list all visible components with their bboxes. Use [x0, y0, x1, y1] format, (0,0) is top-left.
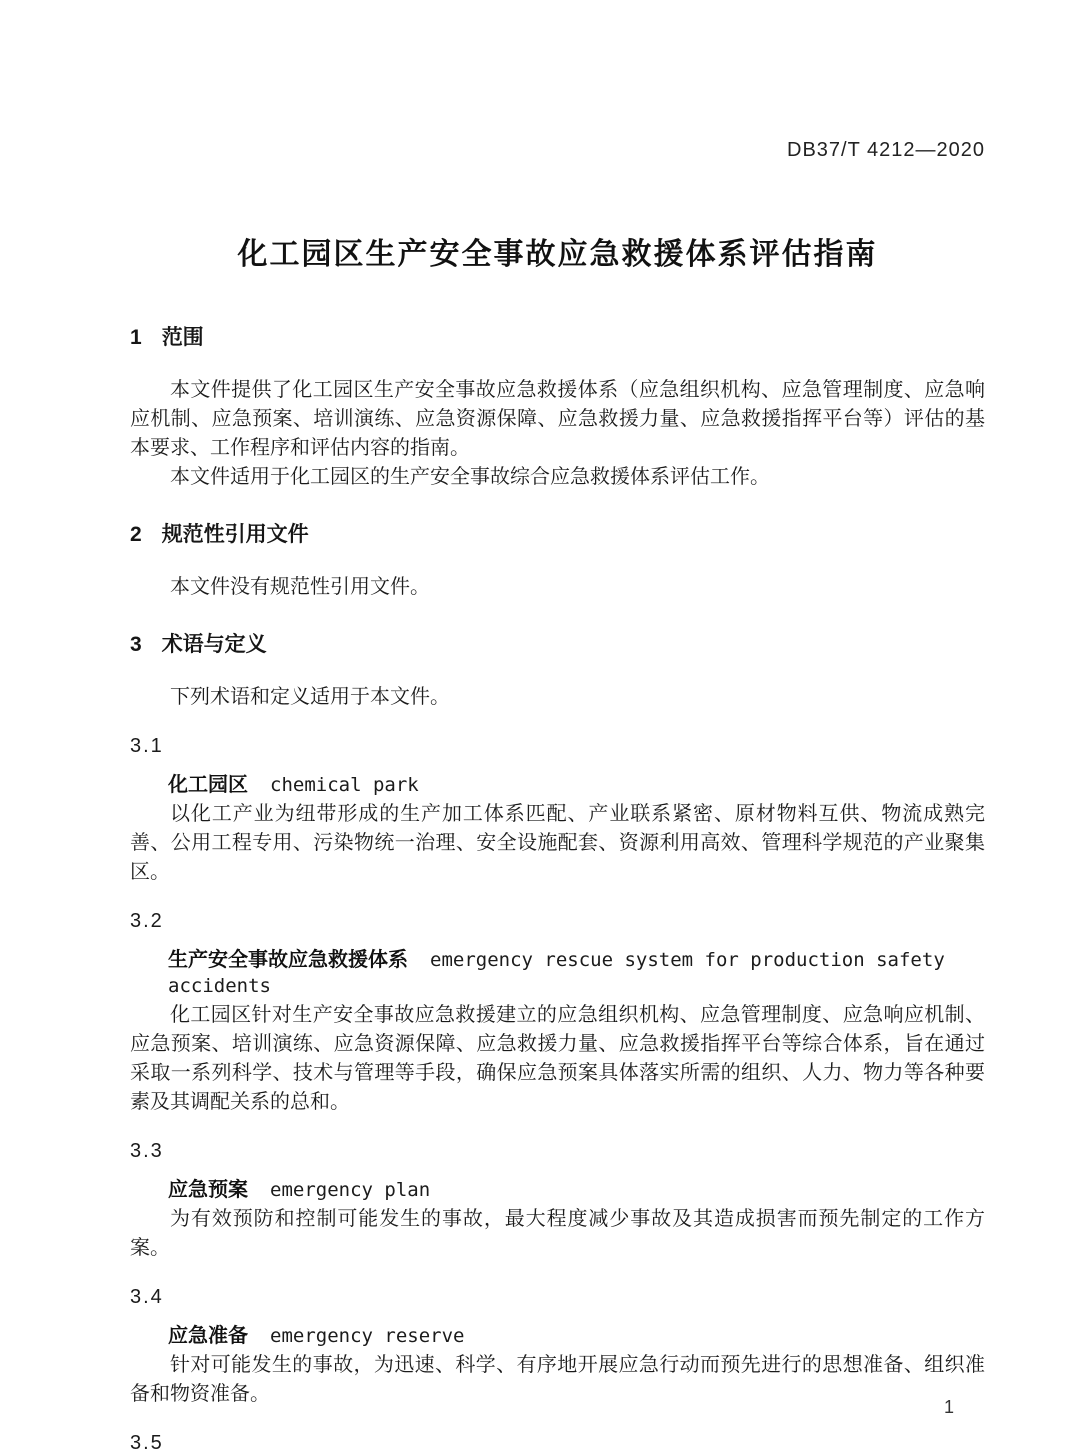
term-definition: 为有效预防和控制可能发生的事故，最大程度减少事故及其造成损害而预先制定的工作方案。 — [130, 1208, 985, 1259]
term-definition: 化工园区针对生产安全事故应急救援建立的应急组织机构、应急管理制度、应急响应机制、应急预案、培训演练、应急资源保障、应急救援力量、应急救援指挥平台等综合体系，旨在通过采取一系列科学、技术与管理等手段，确保应急预案具体落实所需的组织、人力、物力等各种要素及其调配关系的总和。 — [130, 1004, 985, 1113]
section-heading-normative-references — [130, 523, 985, 547]
term-block-3-1 — [130, 734, 985, 887]
term-number: 3.5 — [130, 1432, 164, 1454]
term-number: 3.4 — [130, 1286, 164, 1308]
term-title-line — [130, 1323, 985, 1349]
term-name-zh: 生产安全事故应急救援体系 — [168, 949, 408, 971]
term-number: 3.2 — [130, 910, 164, 932]
page-content — [130, 0, 985, 1455]
term-definition: 以化工产业为纽带形成的生产加工体系匹配、产业联系紧密、原材物料互供、物流成熟完善、公用工程专用、污染物统一治理、安全设施配套、资源利用高效、管理科学规范的产业聚集区。 — [130, 803, 985, 883]
term-name-zh: 化工园区 — [168, 774, 248, 796]
document-title: 化工园区生产安全事故应急救援体系评估指南 — [237, 238, 878, 271]
term-name-en: chemical park — [270, 774, 419, 796]
section-title: 术语与定义 — [161, 633, 267, 656]
section-number: 1 — [130, 326, 142, 349]
term-title-line — [130, 1177, 985, 1203]
term-block-3-2 — [130, 909, 985, 1117]
term-block-3-3 — [130, 1139, 985, 1263]
term-title-line — [130, 947, 985, 999]
term-name-zh: 应急预案 — [168, 1179, 248, 1201]
section-title: 范围 — [161, 326, 204, 349]
section-number: 2 — [130, 523, 142, 546]
standard-number: DB37/T 4212—2020 — [787, 139, 985, 161]
term-name-en: emergency reserve — [270, 1325, 465, 1347]
section-number: 3 — [130, 633, 142, 656]
term-name-zh: 应急准备 — [168, 1325, 248, 1347]
term-title-line — [130, 772, 985, 798]
paragraph-terms-intro: 下列术语和定义适用于本文件。 — [170, 686, 450, 708]
term-block-3-5 — [130, 1431, 985, 1455]
term-number: 3.1 — [130, 735, 164, 757]
section-heading-scope — [130, 326, 985, 350]
page-number: 1 — [943, 1397, 954, 1417]
term-block-3-4 — [130, 1285, 985, 1409]
paragraph-scope-2: 本文件适用于化工园区的生产安全事故综合应急救援体系评估工作。 — [170, 466, 770, 488]
term-number: 3.3 — [130, 1140, 164, 1162]
paragraph-normative-references: 本文件没有规范性引用文件。 — [170, 576, 430, 598]
section-title: 规范性引用文件 — [161, 523, 309, 546]
term-definition: 针对可能发生的事故，为迅速、科学、有序地开展应急行动而预先进行的思想准备、组织准备和物资准备。 — [130, 1354, 985, 1405]
term-name-en: emergency rescue system for production safety accidents — [168, 949, 945, 997]
paragraph-scope-1: 本文件提供了化工园区生产安全事故应急救援体系（应急组织机构、应急管理制度、应急响应机制、应急预案、培训演练、应急资源保障、应急救援力量、应急救援指挥平台等）评估的基本要求、工作程序和评估内容的指南。 — [130, 379, 985, 459]
term-name-en: emergency plan — [270, 1179, 431, 1201]
section-heading-terms-definitions — [130, 633, 985, 657]
